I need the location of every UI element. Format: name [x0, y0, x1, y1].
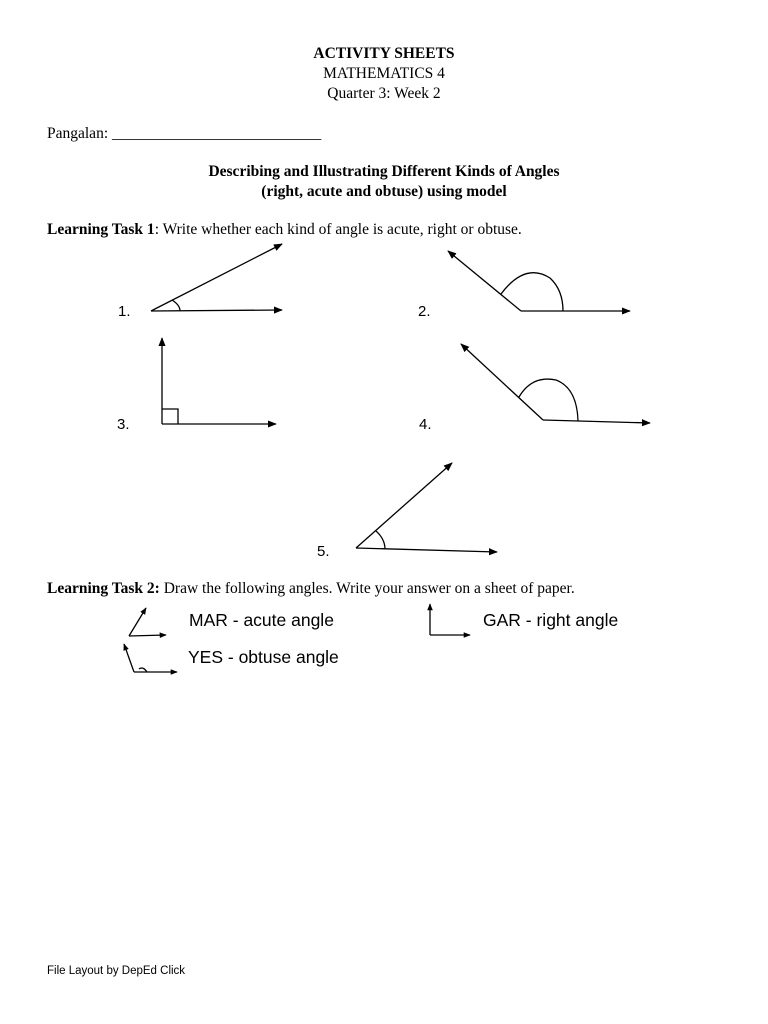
task2-instruction	[47, 579, 575, 599]
quarter-week: Quarter 3: Week 2	[327, 85, 441, 102]
gar-right-sketch	[430, 604, 470, 635]
angle-1-figure	[151, 244, 282, 311]
footer-credit: File Layout by DepEd Click	[47, 965, 186, 977]
angle-5-figure	[356, 463, 497, 552]
topic-line-2: (right, acute and obtuse) using model	[261, 183, 507, 200]
task1-text: : Write whether each kind of angle is acute, right or obtuse.	[154, 221, 522, 238]
angle-4-number: 4.	[419, 416, 432, 433]
subject-title: MATHEMATICS 4	[323, 65, 445, 82]
angle-2-number: 2.	[418, 303, 431, 320]
task2-label: Learning Task 2:	[47, 580, 160, 597]
mar-acute-sketch	[129, 608, 166, 636]
task2-item-gar: GAR - right angle	[483, 610, 619, 630]
task2-text: Draw the following angles. Write your answer on a sheet of paper.	[159, 580, 575, 597]
angle-1-number: 1.	[118, 303, 131, 320]
angle-4-figure	[461, 344, 650, 423]
task2-item-mar: MAR - acute angle	[189, 610, 334, 630]
angle-3-number: 3.	[117, 416, 130, 433]
sheet-title: ACTIVITY SHEETS	[313, 45, 455, 62]
task2-item-yes: YES - obtuse angle	[188, 647, 339, 667]
task1-label: Learning Task 1	[47, 221, 155, 238]
yes-obtuse-sketch	[124, 644, 177, 672]
angle-5-number: 5.	[317, 543, 330, 560]
topic-line-1: Describing and Illustrating Different Kinds of Angles	[208, 163, 560, 180]
angle-2-figure	[448, 251, 630, 311]
name-label: Pangalan:	[47, 125, 109, 142]
angle-3-figure	[162, 338, 276, 424]
name-blank: ___________________________	[112, 125, 322, 142]
